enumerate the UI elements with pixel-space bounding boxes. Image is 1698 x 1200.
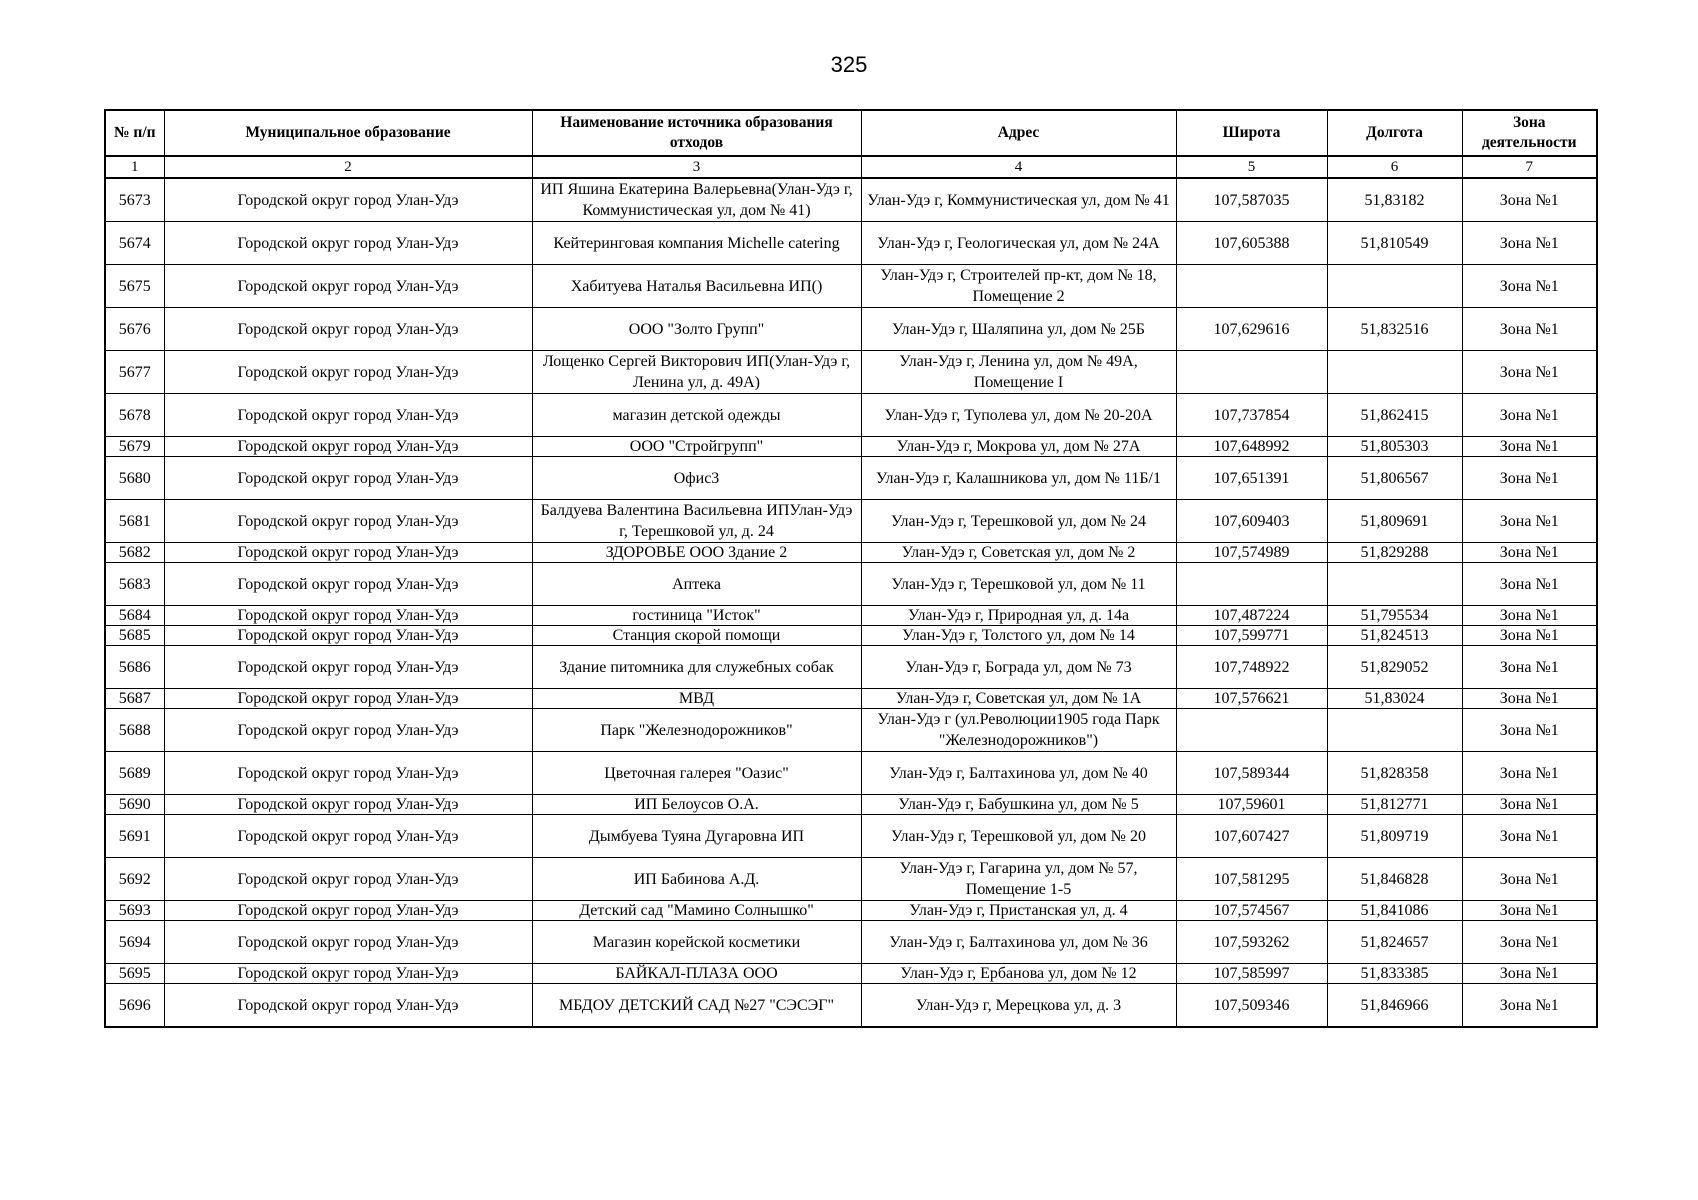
cell-address: Улан-Удэ г, Калашникова ул, дом № 11Б/1: [861, 457, 1176, 500]
cell-latitude: 107,487224: [1176, 606, 1327, 626]
table-row: [105, 646, 1597, 689]
cell-municipality: Городской округ город Улан-Удэ: [164, 626, 532, 646]
cell-source-name: Станция скорой помощи: [532, 626, 861, 646]
cell-source-name: ИП Белоусов О.А.: [532, 795, 861, 815]
cell-longitude: 51,810549: [1327, 222, 1462, 265]
cell-longitude: [1327, 265, 1462, 308]
cell-source-name: Аптека: [532, 563, 861, 606]
table-row: [105, 858, 1597, 901]
cell-municipality: Городской округ город Улан-Удэ: [164, 858, 532, 901]
cell-municipality: Городской округ город Улан-Удэ: [164, 308, 532, 351]
table-row: [105, 689, 1597, 709]
cell-address: Улан-Удэ г, Балтахинова ул, дом № 40: [861, 752, 1176, 795]
header-row-number: № п/п: [105, 110, 164, 156]
cell-source-name: Здание питомника для служебных собак: [532, 646, 861, 689]
cell-longitude: [1327, 563, 1462, 606]
table-row: [105, 709, 1597, 752]
table-row: [105, 626, 1597, 646]
cell-row-number: 5691: [105, 815, 164, 858]
cell-longitude: 51,805303: [1327, 437, 1462, 457]
cell-source-name: ИП Яшина Екатерина Валерьевна(Улан-Удэ г, Коммунистическая ул, дом № 41): [532, 178, 861, 222]
cell-latitude: 107,629616: [1176, 308, 1327, 351]
cell-latitude: 107,509346: [1176, 984, 1327, 1028]
cell-source-name: Детский сад "Мамино Солнышко": [532, 901, 861, 921]
cell-longitude: [1327, 351, 1462, 394]
cell-municipality: Городской округ город Улан-Удэ: [164, 178, 532, 222]
cell-zone: Зона №1: [1462, 351, 1597, 394]
cell-longitude: 51,832516: [1327, 308, 1462, 351]
cell-latitude: 107,609403: [1176, 500, 1327, 543]
header-row: [105, 110, 1597, 156]
table-row: [105, 563, 1597, 606]
cell-address: Улан-Удэ г, Гагарина ул, дом № 57, Помещение 1-5: [861, 858, 1176, 901]
cell-row-number: 5688: [105, 709, 164, 752]
cell-longitude: 51,846966: [1327, 984, 1462, 1028]
cell-municipality: Городской округ город Улан-Удэ: [164, 457, 532, 500]
cell-latitude: 107,587035: [1176, 178, 1327, 222]
cell-latitude: [1176, 265, 1327, 308]
cell-zone: Зона №1: [1462, 795, 1597, 815]
cell-latitude: [1176, 563, 1327, 606]
cell-row-number: 5678: [105, 394, 164, 437]
cell-address: Улан-Удэ г, Советская ул, дом № 2: [861, 543, 1176, 563]
cell-zone: Зона №1: [1462, 500, 1597, 543]
cell-longitude: 51,83024: [1327, 689, 1462, 709]
cell-zone: Зона №1: [1462, 437, 1597, 457]
cell-address: Улан-Удэ г (ул.Революции1905 года Парк "Железнодорожников"): [861, 709, 1176, 752]
header-longitude: Долгота: [1327, 110, 1462, 156]
cell-source-name: ООО "Стройгрупп": [532, 437, 861, 457]
cell-source-name: Лощенко Сергей Викторович ИП(Улан-Удэ г, Ленина ул, д. 49А): [532, 351, 861, 394]
cell-latitude: [1176, 709, 1327, 752]
cell-row-number: 5695: [105, 964, 164, 984]
cell-zone: Зона №1: [1462, 457, 1597, 500]
cell-latitude: 107,59601: [1176, 795, 1327, 815]
cell-latitude: 107,574567: [1176, 901, 1327, 921]
cell-municipality: Городской округ город Улан-Удэ: [164, 543, 532, 563]
cell-latitude: 107,651391: [1176, 457, 1327, 500]
cell-longitude: 51,806567: [1327, 457, 1462, 500]
cell-zone: Зона №1: [1462, 815, 1597, 858]
cell-source-name: Кейтеринговая компания Michelle catering: [532, 222, 861, 265]
cell-address: Улан-Удэ г, Советская ул, дом № 1А: [861, 689, 1176, 709]
cell-municipality: Городской округ город Улан-Удэ: [164, 500, 532, 543]
cell-address: Улан-Удэ г, Ербанова ул, дом № 12: [861, 964, 1176, 984]
cell-longitude: 51,846828: [1327, 858, 1462, 901]
cell-address: Улан-Удэ г, Туполева ул, дом № 20-20А: [861, 394, 1176, 437]
table-row: [105, 606, 1597, 626]
cell-municipality: Городской округ город Улан-Удэ: [164, 394, 532, 437]
cell-latitude: 107,593262: [1176, 921, 1327, 964]
header-latitude: Широта: [1176, 110, 1327, 156]
cell-zone: Зона №1: [1462, 709, 1597, 752]
cell-row-number: 5677: [105, 351, 164, 394]
header-address: Адрес: [861, 110, 1176, 156]
cell-row-number: 5681: [105, 500, 164, 543]
cell-source-name: БАЙКАЛ-ПЛАЗА ООО: [532, 964, 861, 984]
column-number: 5: [1176, 156, 1327, 178]
cell-zone: Зона №1: [1462, 964, 1597, 984]
cell-row-number: 5680: [105, 457, 164, 500]
table-row: [105, 815, 1597, 858]
cell-zone: Зона №1: [1462, 563, 1597, 606]
cell-longitude: 51,824513: [1327, 626, 1462, 646]
cell-zone: Зона №1: [1462, 689, 1597, 709]
cell-address: Улан-Удэ г, Ленина ул, дом № 49А, Помещение I: [861, 351, 1176, 394]
cell-address: Улан-Удэ г, Бограда ул, дом № 73: [861, 646, 1176, 689]
cell-row-number: 5675: [105, 265, 164, 308]
cell-row-number: 5683: [105, 563, 164, 606]
cell-address: Улан-Удэ г, Мокрова ул, дом № 27А: [861, 437, 1176, 457]
cell-longitude: 51,83182: [1327, 178, 1462, 222]
cell-zone: Зона №1: [1462, 646, 1597, 689]
cell-source-name: Дымбуева Туяна Дугаровна ИП: [532, 815, 861, 858]
table-row: [105, 308, 1597, 351]
cell-row-number: 5676: [105, 308, 164, 351]
table-row: [105, 457, 1597, 500]
cell-latitude: 107,599771: [1176, 626, 1327, 646]
cell-longitude: 51,809719: [1327, 815, 1462, 858]
table-row: [105, 351, 1597, 394]
cell-longitude: 51,795534: [1327, 606, 1462, 626]
cell-longitude: 51,841086: [1327, 901, 1462, 921]
cell-latitude: 107,748922: [1176, 646, 1327, 689]
cell-municipality: Городской округ город Улан-Удэ: [164, 815, 532, 858]
cell-source-name: МБДОУ ДЕТСКИЙ САД №27 "СЭСЭГ": [532, 984, 861, 1028]
table-row: [105, 921, 1597, 964]
table-row: [105, 500, 1597, 543]
cell-latitude: 107,585997: [1176, 964, 1327, 984]
header-zone: Зона деятельности: [1462, 110, 1597, 156]
table-row: [105, 265, 1597, 308]
cell-address: Улан-Удэ г, Геологическая ул, дом № 24А: [861, 222, 1176, 265]
cell-zone: Зона №1: [1462, 752, 1597, 795]
table-row: [105, 984, 1597, 1028]
cell-zone: Зона №1: [1462, 265, 1597, 308]
cell-zone: Зона №1: [1462, 308, 1597, 351]
table-row: [105, 437, 1597, 457]
cell-row-number: 5692: [105, 858, 164, 901]
cell-address: Улан-Удэ г, Мерецкова ул, д. 3: [861, 984, 1176, 1028]
cell-row-number: 5685: [105, 626, 164, 646]
cell-source-name: Балдуева Валентина Васильевна ИПУлан-Удэ г, Терешковой ул, д. 24: [532, 500, 861, 543]
cell-row-number: 5679: [105, 437, 164, 457]
cell-latitude: 107,589344: [1176, 752, 1327, 795]
cell-zone: Зона №1: [1462, 984, 1597, 1028]
cell-row-number: 5694: [105, 921, 164, 964]
cell-municipality: Городской округ город Улан-Удэ: [164, 437, 532, 457]
cell-municipality: Городской округ город Улан-Удэ: [164, 984, 532, 1028]
cell-source-name: Парк "Железнодорожников": [532, 709, 861, 752]
cell-longitude: 51,829052: [1327, 646, 1462, 689]
column-number: 3: [532, 156, 861, 178]
cell-latitude: 107,737854: [1176, 394, 1327, 437]
cell-row-number: 5673: [105, 178, 164, 222]
cell-municipality: Городской округ город Улан-Удэ: [164, 351, 532, 394]
cell-row-number: 5684: [105, 606, 164, 626]
cell-longitude: 51,812771: [1327, 795, 1462, 815]
cell-address: Улан-Удэ г, Бабушкина ул, дом № 5: [861, 795, 1176, 815]
cell-source-name: Магазин корейской косметики: [532, 921, 861, 964]
cell-zone: Зона №1: [1462, 626, 1597, 646]
cell-municipality: Городской округ город Улан-Удэ: [164, 222, 532, 265]
table-row: [105, 222, 1597, 265]
cell-row-number: 5674: [105, 222, 164, 265]
column-number: 1: [105, 156, 164, 178]
cell-municipality: Городской округ город Улан-Удэ: [164, 964, 532, 984]
cell-source-name: гостиница "Исток": [532, 606, 861, 626]
cell-source-name: Офис3: [532, 457, 861, 500]
cell-address: Улан-Удэ г, Балтахинова ул, дом № 36: [861, 921, 1176, 964]
column-number: 4: [861, 156, 1176, 178]
cell-address: Улан-Удэ г, Коммунистическая ул, дом № 41: [861, 178, 1176, 222]
cell-source-name: МВД: [532, 689, 861, 709]
cell-longitude: [1327, 709, 1462, 752]
cell-source-name: ООО "Золто Групп": [532, 308, 861, 351]
cell-address: Улан-Удэ г, Шаляпина ул, дом № 25Б: [861, 308, 1176, 351]
table-row: [105, 178, 1597, 222]
cell-address: Улан-Удэ г, Терешковой ул, дом № 20: [861, 815, 1176, 858]
cell-zone: Зона №1: [1462, 178, 1597, 222]
cell-address: Улан-Удэ г, Толстого ул, дом № 14: [861, 626, 1176, 646]
table-row: [105, 752, 1597, 795]
cell-longitude: 51,824657: [1327, 921, 1462, 964]
cell-longitude: 51,809691: [1327, 500, 1462, 543]
column-number-row: [105, 156, 1597, 178]
cell-municipality: Городской округ город Улан-Удэ: [164, 921, 532, 964]
page-number: 325: [830, 52, 868, 77]
cell-row-number: 5682: [105, 543, 164, 563]
cell-row-number: 5686: [105, 646, 164, 689]
waste-sources-table: [104, 109, 1598, 1028]
cell-row-number: 5687: [105, 689, 164, 709]
cell-address: Улан-Удэ г, Терешковой ул, дом № 11: [861, 563, 1176, 606]
cell-row-number: 5696: [105, 984, 164, 1028]
cell-municipality: Городской округ город Улан-Удэ: [164, 606, 532, 626]
cell-municipality: Городской округ город Улан-Удэ: [164, 752, 532, 795]
cell-municipality: Городской округ город Улан-Удэ: [164, 901, 532, 921]
cell-latitude: 107,576621: [1176, 689, 1327, 709]
cell-zone: Зона №1: [1462, 543, 1597, 563]
cell-latitude: 107,648992: [1176, 437, 1327, 457]
column-number: 2: [164, 156, 532, 178]
cell-source-name: ИП Бабинова А.Д.: [532, 858, 861, 901]
cell-municipality: Городской округ город Улан-Удэ: [164, 689, 532, 709]
cell-source-name: Цветочная галерея "Оазис": [532, 752, 861, 795]
cell-zone: Зона №1: [1462, 606, 1597, 626]
cell-zone: Зона №1: [1462, 222, 1597, 265]
cell-zone: Зона №1: [1462, 858, 1597, 901]
cell-row-number: 5689: [105, 752, 164, 795]
header-municipality: Муниципальное образование: [164, 110, 532, 156]
cell-zone: Зона №1: [1462, 901, 1597, 921]
cell-latitude: 107,574989: [1176, 543, 1327, 563]
header-source-name: Наименование источника образования отходов: [532, 110, 861, 156]
table-row: [105, 964, 1597, 984]
table-body: [105, 178, 1597, 1027]
cell-row-number: 5693: [105, 901, 164, 921]
column-number: 7: [1462, 156, 1597, 178]
cell-longitude: 51,862415: [1327, 394, 1462, 437]
table-row: [105, 901, 1597, 921]
cell-municipality: Городской округ город Улан-Удэ: [164, 709, 532, 752]
cell-address: Улан-Удэ г, Строителей пр-кт, дом № 18, Помещение 2: [861, 265, 1176, 308]
cell-address: Улан-Удэ г, Терешковой ул, дом № 24: [861, 500, 1176, 543]
table-row: [105, 394, 1597, 437]
cell-address: Улан-Удэ г, Пристанская ул, д. 4: [861, 901, 1176, 921]
cell-municipality: Городской округ город Улан-Удэ: [164, 265, 532, 308]
cell-latitude: 107,605388: [1176, 222, 1327, 265]
cell-address: Улан-Удэ г, Природная ул, д. 14а: [861, 606, 1176, 626]
cell-zone: Зона №1: [1462, 394, 1597, 437]
table-row: [105, 543, 1597, 563]
cell-row-number: 5690: [105, 795, 164, 815]
cell-municipality: Городской округ город Улан-Удэ: [164, 563, 532, 606]
table-row: [105, 795, 1597, 815]
cell-longitude: 51,829288: [1327, 543, 1462, 563]
column-number: 6: [1327, 156, 1462, 178]
cell-municipality: Городской округ город Улан-Удэ: [164, 646, 532, 689]
cell-latitude: 107,581295: [1176, 858, 1327, 901]
cell-latitude: 107,607427: [1176, 815, 1327, 858]
cell-longitude: 51,833385: [1327, 964, 1462, 984]
cell-source-name: ЗДОРОВЬЕ ООО Здание 2: [532, 543, 861, 563]
cell-source-name: Хабитуева Наталья Васильевна ИП(): [532, 265, 861, 308]
cell-latitude: [1176, 351, 1327, 394]
cell-longitude: 51,828358: [1327, 752, 1462, 795]
cell-municipality: Городской округ город Улан-Удэ: [164, 795, 532, 815]
cell-zone: Зона №1: [1462, 921, 1597, 964]
cell-source-name: магазин детской одежды: [532, 394, 861, 437]
